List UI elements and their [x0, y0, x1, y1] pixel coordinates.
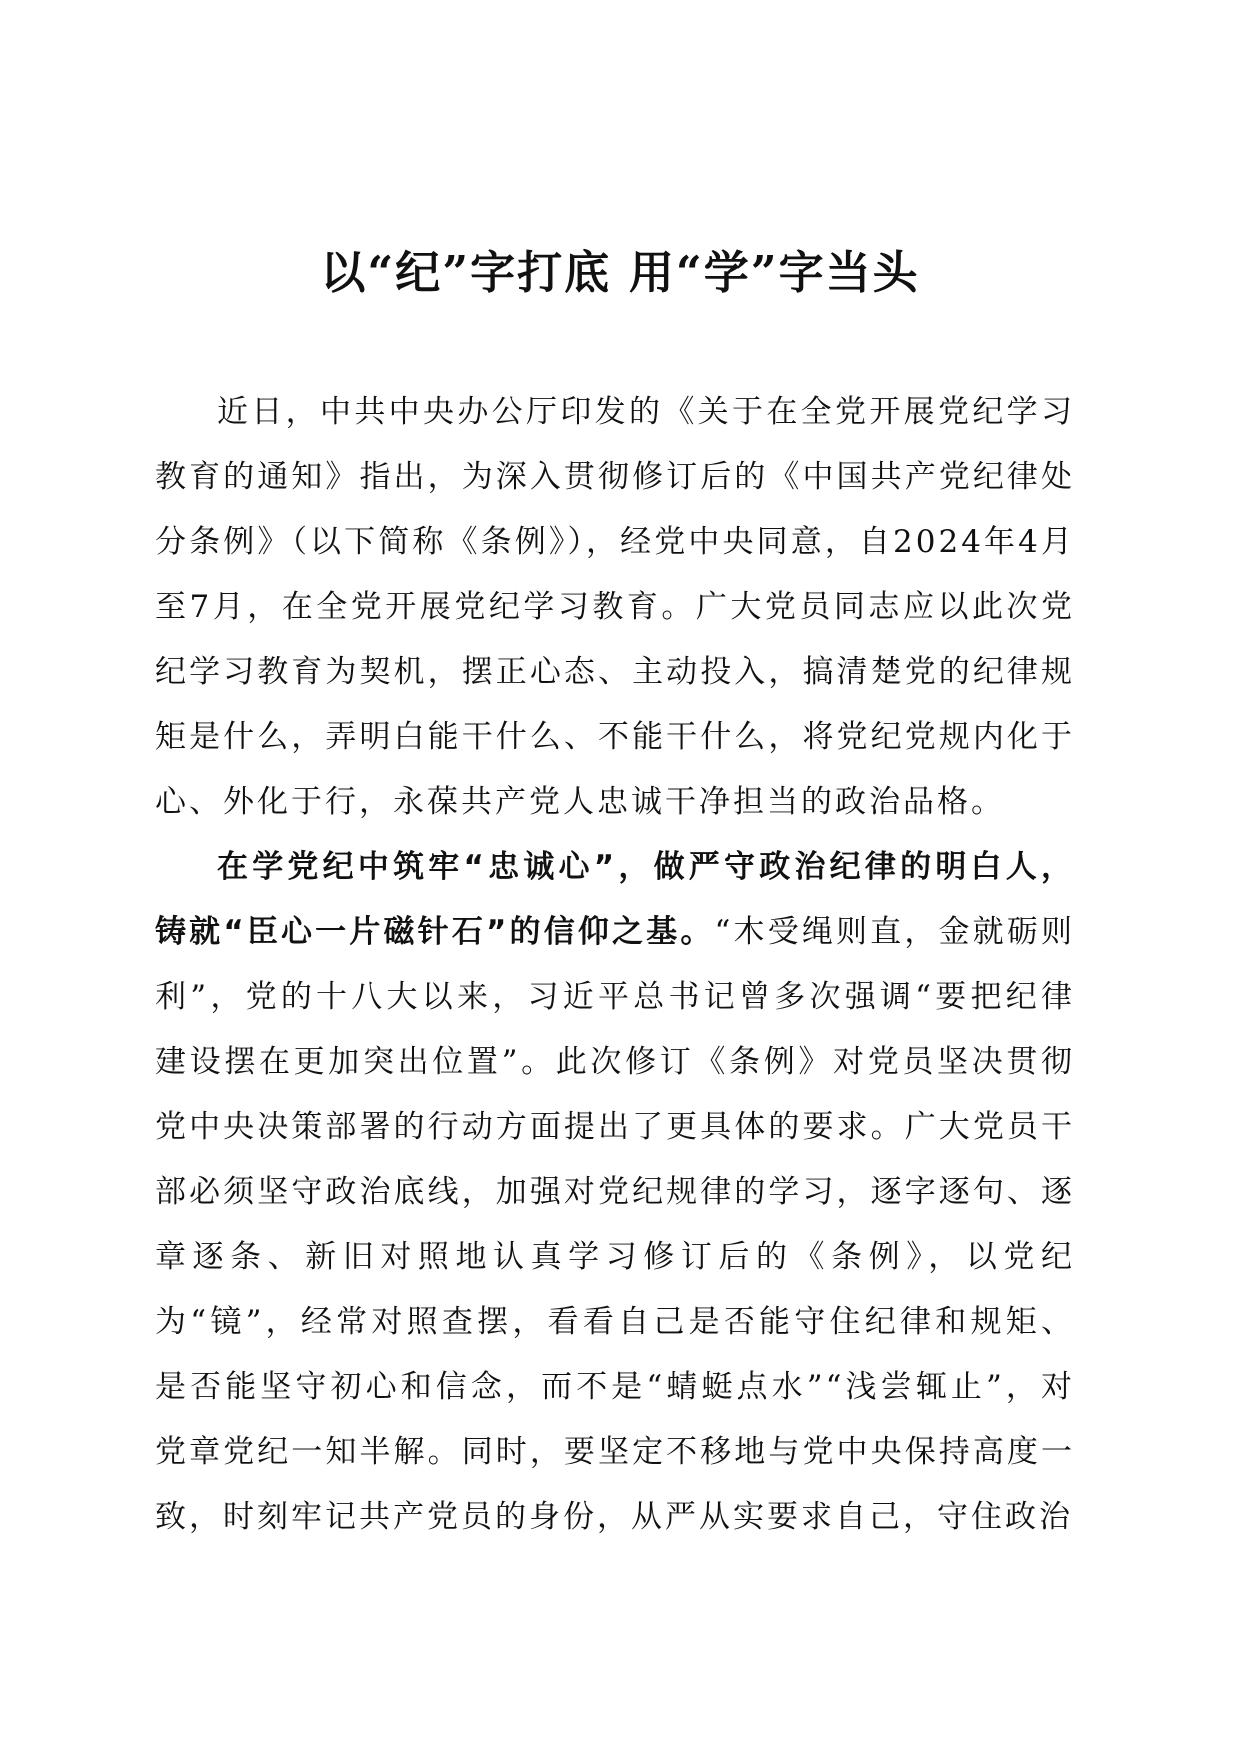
document-body — [155, 380, 1075, 1550]
paragraph-body-text: “木受绳则直，金就砺则利”，党的十八大以来，习近平总书记曾多次强调“要把纪律建设摆在更加突出位置”。此次修订《条例》对党员坚决贯彻党中央决策部署的行动方面提出了更具体的要求。广大党员干部必须坚守政治底线，加强对党纪规律的学习，逐字逐句、逐章逐条、新旧对照地认真学习修订后的《条例》，以党纪为“镜”，经常对照查摆，看看自己是否能守住纪律和规矩、是否能坚守初心和信念，而不是“蜻蜓点水”“浅尝辄止”，对党章党纪一知半解。同时，要坚定不移地与党中央保持高度一致，时刻牢记共产党员的身份，从严从实要求自己，守住政治 — [155, 914, 1075, 1535]
paragraph-loyalty — [155, 835, 1075, 1550]
paragraph-lead-heading: 在学党纪中筑牢“忠诚心”，做严守政治纪律的明白人，铸就“臣心一片磁针石”的信仰之基。 — [155, 849, 1075, 950]
paragraph-intro: 近日，中共中央办公厅印发的《关于在全党开展党纪学习教育的通知》指出，为深入贯彻修订后的《中国共产党纪律处分条例》（以下简称《条例》），经党中央同意，自2024年4月至7月，在全党开展党纪学习教育。广大党员同志应以此次党纪学习教育为契机，摆正心态、主动投入，搞清楚党的纪律规矩是什么，弄明白能干什么、不能干什么，将党纪党规内化于心、外化于行，永葆共产党人忠诚干净担当的政治品格。 — [155, 394, 1075, 820]
document-title: 以“纪”字打底 用“学”字当头 — [320, 246, 920, 299]
